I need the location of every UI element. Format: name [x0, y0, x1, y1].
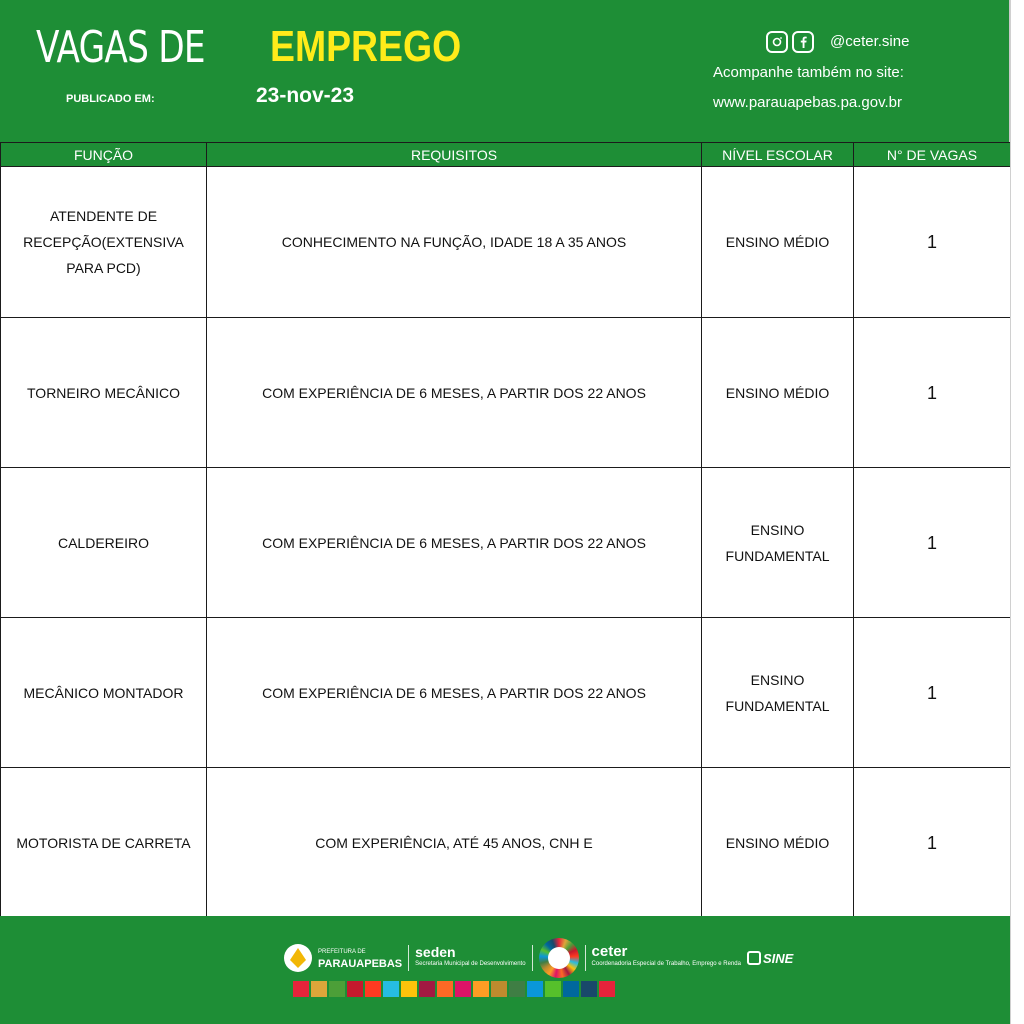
sdg-goal-icon [509, 981, 525, 997]
cell-funcao: MECÂNICO MONTADOR [1, 618, 207, 768]
sdg-goal-icon [311, 981, 327, 997]
header-numero-vagas: N° DE VAGAS [854, 143, 1011, 167]
sdg-goal-icon [347, 981, 363, 997]
seden-logo [415, 946, 525, 970]
prefeitura-logo-small: PREFEITURA DE [318, 949, 366, 955]
right-margin [1010, 0, 1024, 1024]
sdg-goal-icon [365, 981, 381, 997]
divider [408, 945, 409, 971]
cell-nivel: ENSINO MÉDIO [702, 768, 854, 918]
header-requisitos: REQUISITOS [207, 143, 702, 167]
instagram-icon[interactable] [766, 31, 788, 53]
sdg-icons-row [293, 981, 615, 997]
sdg-goal-icon [491, 981, 507, 997]
cell-funcao: CALDEREIRO [1, 468, 207, 618]
cell-nivel: ENSINO MÉDIO [702, 318, 854, 468]
prefeitura-logo-icon [284, 944, 312, 972]
sine-logo [747, 951, 793, 966]
table-row [1, 468, 1011, 618]
cell-requisitos: COM EXPERIÊNCIA DE 6 MESES, A PARTIR DOS 22 ANOS [207, 318, 702, 468]
cell-vagas: 1 [854, 618, 1011, 768]
divider [585, 945, 586, 971]
header-banner [0, 0, 1010, 142]
social-icons [766, 31, 814, 53]
sdg-goal-icon [419, 981, 435, 997]
sine-logo-name: SINE [762, 950, 794, 966]
follow-text: Acompanhe também no site: [713, 64, 904, 81]
sdg-goal-icon [599, 981, 615, 997]
cell-funcao: ATENDENTE DE RECEPÇÃO(EXTENSIVA PARA PCD) [1, 167, 207, 318]
cell-requisitos: CONHECIMENTO NA FUNÇÃO, IDADE 18 A 35 ANOS [207, 167, 702, 318]
title-vagas-de: VAGAS DE [36, 22, 205, 73]
jobs-table [0, 142, 1011, 918]
sdg-goal-icon [293, 981, 309, 997]
cell-nivel: ENSINO FUNDAMENTAL [702, 618, 854, 768]
table-row [1, 618, 1011, 768]
cell-requisitos: COM EXPERIÊNCIA DE 6 MESES, A PARTIR DOS 22 ANOS [207, 468, 702, 618]
footer-banner [0, 916, 1010, 1024]
seden-logo-name: seden [415, 944, 456, 960]
published-label: PUBLICADO EM: [66, 93, 155, 105]
sdg-goal-icon [401, 981, 417, 997]
sdg-goal-icon [383, 981, 399, 997]
sdg-goal-icon [581, 981, 597, 997]
cell-vagas: 1 [854, 318, 1011, 468]
table-row [1, 318, 1011, 468]
table-row [1, 768, 1011, 918]
cell-funcao: MOTORISTA DE CARRETA [1, 768, 207, 918]
cell-vagas: 1 [854, 167, 1011, 318]
cell-funcao: TORNEIRO MECÂNICO [1, 318, 207, 468]
cell-requisitos: COM EXPERIÊNCIA, ATÉ 45 ANOS, CNH E [207, 768, 702, 918]
cell-nivel: ENSINO FUNDAMENTAL [702, 468, 854, 618]
cell-vagas: 1 [854, 768, 1011, 918]
title-emprego: EMPREGO [270, 22, 462, 71]
cell-nivel: ENSINO MÉDIO [702, 167, 854, 318]
sdg-goal-icon [527, 981, 543, 997]
partner-logos [284, 938, 793, 978]
ceter-logo [591, 943, 741, 970]
table-row [1, 167, 1011, 318]
divider [532, 945, 533, 971]
site-link[interactable]: www.parauapebas.pa.gov.br [713, 94, 903, 111]
facebook-icon[interactable] [792, 31, 814, 53]
social-handle[interactable]: @ceter.sine [830, 33, 910, 50]
seden-logo-sub: Secretaria Municipal de Desenvolvimento [415, 961, 526, 967]
sdg-goal-icon [455, 981, 471, 997]
cell-vagas: 1 [854, 468, 1011, 618]
sdg-goal-icon [437, 981, 453, 997]
published-date: 23-nov-23 [256, 84, 355, 107]
cell-requisitos: COM EXPERIÊNCIA DE 6 MESES, A PARTIR DOS 22 ANOS [207, 618, 702, 768]
sdg-goal-icon [545, 981, 561, 997]
sdg-goal-icon [329, 981, 345, 997]
prefeitura-logo-name: PARAUAPEBAS [318, 958, 403, 970]
sine-icon [747, 951, 761, 965]
sdg-goal-icon [563, 981, 579, 997]
header-funcao: FUNÇÃO [1, 143, 207, 167]
prefeitura-logo [318, 946, 402, 970]
header-nivel-escolar: NÍVEL ESCOLAR [702, 143, 854, 167]
table-header-row [1, 143, 1011, 167]
ceter-logo-sub: Coordenadoria Especial de Trabalho, Emprego e Renda [591, 961, 741, 967]
ods-wheel-icon [539, 938, 579, 978]
ceter-logo-name: ceter [591, 943, 628, 960]
sdg-goal-icon [473, 981, 489, 997]
